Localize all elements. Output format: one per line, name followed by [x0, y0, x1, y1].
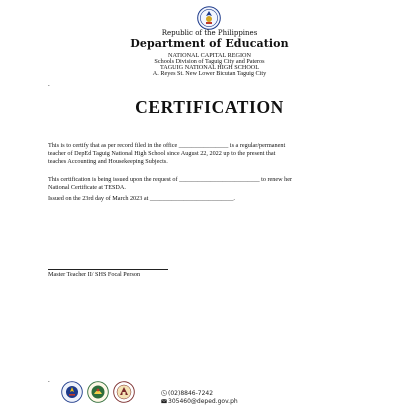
body-paragraph-3: Issued on the 23rd day of March 2023 at ___________________________.: [48, 195, 235, 202]
body-paragraph-1-line-3: teaches Accounting and Housekeeping Subjects.: [48, 158, 168, 165]
footer-phone-text: (02)8846-7242: [168, 390, 214, 397]
school-logo-icon: [113, 381, 135, 403]
body-paragraph-2-line-2: National Certificate at TESDA.: [48, 184, 126, 191]
footer-phone: [161, 390, 213, 397]
footer-email-text: 305460@deped.gov.ph: [168, 398, 238, 405]
department-heading: Department of Education: [130, 37, 289, 50]
stray-mark-footer: .: [48, 376, 50, 384]
body-paragraph-1-line-2: teacher of DepEd Taguig National High School since August 22, 2022 up to the present that: [48, 150, 276, 157]
sdo-taguig-logo-icon: [87, 381, 109, 403]
school-line: TAGUIG NATIONAL HIGH SCHOOL: [159, 64, 260, 71]
signatory-title: Master Teacher II/ SHS Focal Person: [48, 271, 141, 278]
footer-email: [161, 398, 238, 405]
deped-seal-icon: [197, 6, 221, 30]
phone-icon: [161, 390, 167, 396]
region-line: NATIONAL CAPITAL REGION: [168, 52, 251, 59]
document-title: CERTIFICATION: [135, 97, 284, 117]
body-paragraph-1-line-1: This is to certify that as per record filed in the office ________________ is a regular/permanent: [48, 142, 286, 149]
stray-mark: .: [48, 80, 50, 88]
envelope-icon: [161, 398, 167, 404]
republic-heading: Republic of the Philippines: [161, 29, 258, 37]
address-line: A. Reyes St. New Lower Bicutan Taguig City: [152, 70, 267, 77]
deped-matatag-logo-icon: [61, 381, 83, 403]
division-line: Schools Division of Taguig City and Pateros: [154, 58, 265, 65]
signature-line: [48, 269, 168, 270]
body-paragraph-2-line-1: This certification is being issued upon the request of __________________________ to renew her: [48, 176, 293, 183]
